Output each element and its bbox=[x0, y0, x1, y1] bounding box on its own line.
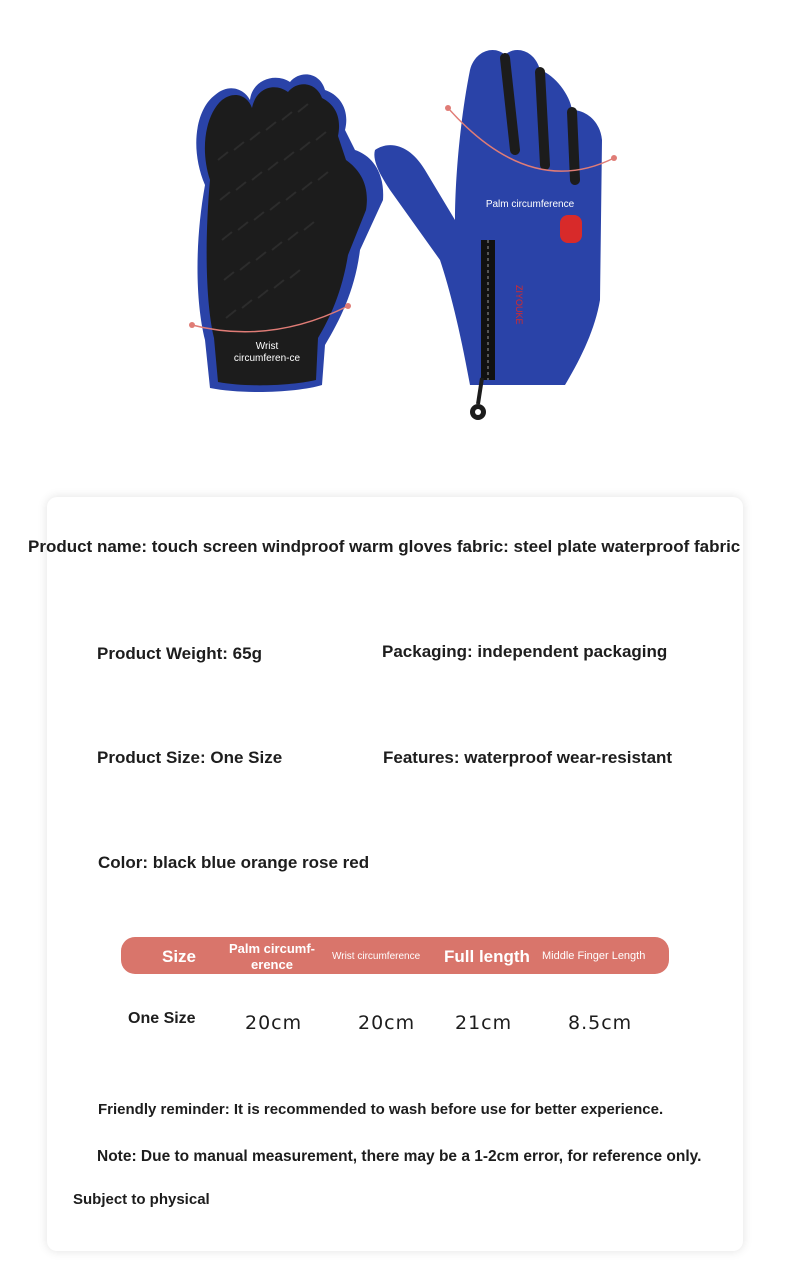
row-palm: 20cm bbox=[245, 1012, 303, 1034]
brand-text: ZIYOUKE bbox=[514, 285, 524, 325]
header-size: Size bbox=[162, 947, 197, 966]
wrist-circumference-callout: Wrist circumferen-ce bbox=[233, 341, 301, 364]
row-size: One Size bbox=[128, 1010, 196, 1027]
product-size-text: Product Size: One Size bbox=[97, 748, 283, 767]
color-text: Color: black blue orange rose red bbox=[98, 853, 370, 872]
features-text: Features: waterproof wear-resistant bbox=[383, 748, 673, 767]
header-full-length: Full length bbox=[444, 947, 530, 966]
row-full: 21cm bbox=[455, 1012, 513, 1034]
product-image bbox=[0, 0, 790, 470]
right-glove bbox=[374, 50, 617, 420]
header-middle-finger-length: Middle Finger Length bbox=[542, 950, 646, 962]
row-wrist: 20cm bbox=[358, 1012, 416, 1034]
product-name-text: Product name: touch screen windproof warm gloves fabric: steel plate waterproof fabric bbox=[28, 537, 741, 556]
header-wrist-circumference: Wrist circumference bbox=[332, 951, 421, 962]
packaging-text: Packaging: independent packaging bbox=[382, 642, 668, 661]
palm-circumference-callout: Palm circumference bbox=[485, 199, 575, 210]
row-middle: 8.5cm bbox=[568, 1012, 633, 1034]
measurement-note: Note: Due to manual measurement, there may be a 1-2cm error, for reference only. bbox=[97, 1148, 702, 1165]
header-palm-circumference: Palm circumf-erence bbox=[229, 941, 315, 972]
product-weight-text: Product Weight: 65g bbox=[97, 644, 262, 663]
gloves-illustration bbox=[0, 0, 790, 470]
physical-note: Subject to physical bbox=[73, 1191, 210, 1208]
spec-card bbox=[47, 497, 743, 1251]
reminder-text: Friendly reminder: It is recommended to wash before use for better experience. bbox=[98, 1101, 664, 1118]
